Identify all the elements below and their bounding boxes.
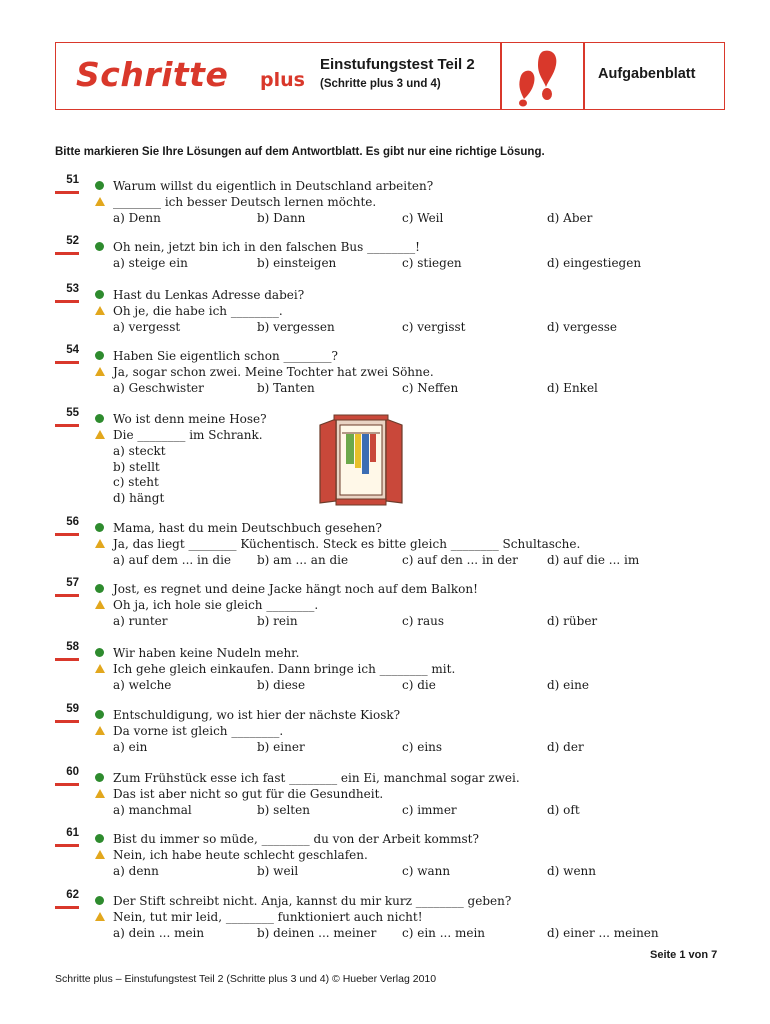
speaker-b-triangle-icon [95,789,105,798]
speaker-a-dot-icon [95,773,104,782]
task-number: 56 [66,516,79,528]
answer-option: d) Enkel [547,381,598,395]
dialogue-line: Bist du immer so müde, ________ du von der Arbeit kommst? [113,832,479,846]
answer-option: a) runter [113,614,168,628]
speaker-a-dot-icon [95,181,104,190]
speaker-a-dot-icon [95,414,104,423]
speaker-b-triangle-icon [95,367,105,376]
dialogue-line: Nein, tut mir leid, ________ funktioniert auch nicht! [113,910,423,924]
answer-option: b) einsteigen [257,256,337,270]
dialogue-line: Wir haben keine Nudeln mehr. [113,646,300,660]
speaker-b-triangle-icon [95,726,105,735]
dialogue-line: Haben Sie eigentlich schon ________? [113,349,338,363]
answer-option: a) steige ein [113,256,188,270]
wardrobe-illustration [316,413,406,508]
answer-option: d) hängt [113,490,165,505]
task-number-underline [55,191,79,194]
speaker-b-triangle-icon [95,600,105,609]
header-divider [500,43,502,109]
answer-option: b) stellt [113,459,160,474]
speaker-a-dot-icon [95,834,104,843]
task-number-underline [55,720,79,723]
answer-option: c) eins [402,740,443,754]
answer-option: a) Geschwister [113,381,204,395]
task-number: 57 [66,577,79,589]
dialogue-line: Ich gehe gleich einkaufen. Dann bringe ich ________ mit. [113,662,456,676]
answer-option: d) rüber [547,614,598,628]
answer-option: a) denn [113,864,159,878]
task-number: 61 [66,827,79,839]
answer-option: c) vergisst [402,320,466,334]
answer-option: b) deinen ... meiner [257,926,377,940]
answer-option: d) der [547,740,584,754]
answer-option: a) ein [113,740,148,754]
speaker-a-dot-icon [95,896,104,905]
dialogue-line: Oh nein, jetzt bin ich in den falschen Bus ________! [113,240,420,254]
answer-option: d) oft [547,803,580,817]
dialogue-line: Oh ja, ich hole sie gleich ________. [113,598,319,612]
task-number: 51 [66,174,79,186]
task-number: 55 [66,407,79,419]
answer-option: a) dein ... mein [113,926,205,940]
answer-option: b) rein [257,614,298,628]
header-divider [583,43,585,109]
answer-option: b) diese [257,678,306,692]
footer-copyright: Schritte plus – Einstufungstest Teil 2 (Schritte plus 3 und 4) © Hueber Verlag 2010 [55,973,437,985]
task-number-underline [55,783,79,786]
speaker-b-triangle-icon [95,912,105,921]
task-number-underline [55,424,79,427]
speaker-a-dot-icon [95,523,104,532]
test-subtitle: (Schritte plus 3 und 4) [320,78,441,90]
dialogue-line: Die ________ im Schrank. [113,428,263,442]
task-number-underline [55,252,79,255]
task-number: 53 [66,283,79,295]
brand-logo: Schritte [76,55,229,94]
speaker-b-triangle-icon [95,430,105,439]
dialogue-line: Nein, ich habe heute schlecht geschlafen. [113,848,368,862]
answer-option: a) welche [113,678,172,692]
answer-option: c) raus [402,614,444,628]
answer-option: d) eingestiegen [547,256,642,270]
speaker-b-triangle-icon [95,197,105,206]
task-number-underline [55,906,79,909]
speaker-a-dot-icon [95,710,104,719]
dialogue-line: Wo ist denn meine Hose? [113,412,267,426]
task-number-underline [55,300,79,303]
speaker-b-triangle-icon [95,850,105,859]
speaker-b-triangle-icon [95,306,105,315]
speaker-a-dot-icon [95,242,104,251]
task-number-underline [55,844,79,847]
dialogue-line: Der Stift schreibt nicht. Anja, kannst du mir kurz ________ geben? [113,894,512,908]
task-number: 52 [66,235,79,247]
dialogue-line: Zum Frühstück esse ich fast ________ ein Ei, manchmal sogar zwei. [113,771,520,785]
dialogue-line: Warum willst du eigentlich in Deutschland arbeiten? [113,179,434,193]
answer-option: d) wenn [547,864,597,878]
answer-option: a) vergesst [113,320,181,334]
answer-option: d) vergesse [547,320,617,334]
answer-option: c) immer [402,803,457,817]
dialogue-line: Entschuldigung, wo ist hier der nächste Kiosk? [113,708,401,722]
answer-option: c) Weil [402,211,444,225]
answer-option: a) auf dem ... in die [113,553,232,567]
dialogue-line: Ja, das liegt ________ Küchentisch. Steck es bitte gleich ________ Schultasche. [113,537,581,551]
answer-option: b) weil [257,864,299,878]
dialogue-line: Jost, es regnet und deine Jacke hängt noch auf dem Balkon! [113,582,478,596]
speaker-a-dot-icon [95,351,104,360]
answer-option: a) manchmal [113,803,192,817]
dialogue-line: Oh je, die habe ich ________. [113,304,283,318]
answer-option: d) auf die ... im [547,553,640,567]
task-number-underline [55,533,79,536]
dialogue-line: ________ ich besser Deutsch lernen möchte. [113,195,377,209]
page-number: Seite 1 von 7 [650,949,718,961]
speaker-b-triangle-icon [95,664,105,673]
task-number-underline [55,658,79,661]
task-number: 59 [66,703,79,715]
answer-option: b) am ... an die [257,553,349,567]
answer-option: d) Aber [547,211,593,225]
answer-option: c) auf den ... in der [402,553,518,567]
task-number: 54 [66,344,79,356]
task-number: 62 [66,889,79,901]
answer-option: c) ein ... mein [402,926,486,940]
answer-option: c) Neffen [402,381,459,395]
answer-option: c) die [402,678,436,692]
answer-option: d) eine [547,678,589,692]
answer-option: d) einer ... meinen [547,926,659,940]
answer-option: b) Tanten [257,381,315,395]
dialogue-line: Mama, hast du mein Deutschbuch gesehen? [113,521,382,535]
answer-option: b) einer [257,740,305,754]
dialogue-line: Da vorne ist gleich ________. [113,724,284,738]
test-title: Einstufungstest Teil 2 [320,56,475,73]
sheet-label: Aufgabenblatt [598,66,696,82]
brand-suffix: plus [260,69,305,91]
header-box [55,42,725,110]
footprints-icon [512,47,576,107]
dialogue-line: Das ist aber nicht so gut für die Gesundheit. [113,787,384,801]
answer-option: b) Dann [257,211,306,225]
speaker-a-dot-icon [95,584,104,593]
dialogue-line: Hast du Lenkas Adresse dabei? [113,288,305,302]
answer-option: c) stiegen [402,256,462,270]
answer-option: c) wann [402,864,451,878]
task-number: 60 [66,766,79,778]
answer-option: a) steckt [113,444,166,458]
answer-option: b) selten [257,803,310,817]
dialogue-line: Ja, sogar schon zwei. Meine Tochter hat zwei Söhne. [113,365,434,379]
task-number-underline [55,361,79,364]
answer-option: c) steht [113,475,159,489]
speaker-a-dot-icon [95,290,104,299]
instructions: Bitte markieren Sie Ihre Lösungen auf dem Antwortblatt. Es gibt nur eine richtige Lösung. [55,146,545,158]
task-number-underline [55,594,79,597]
speaker-a-dot-icon [95,648,104,657]
answer-option: a) Denn [113,211,161,225]
answer-option: b) vergessen [257,320,335,334]
speaker-b-triangle-icon [95,539,105,548]
task-number: 58 [66,641,79,653]
